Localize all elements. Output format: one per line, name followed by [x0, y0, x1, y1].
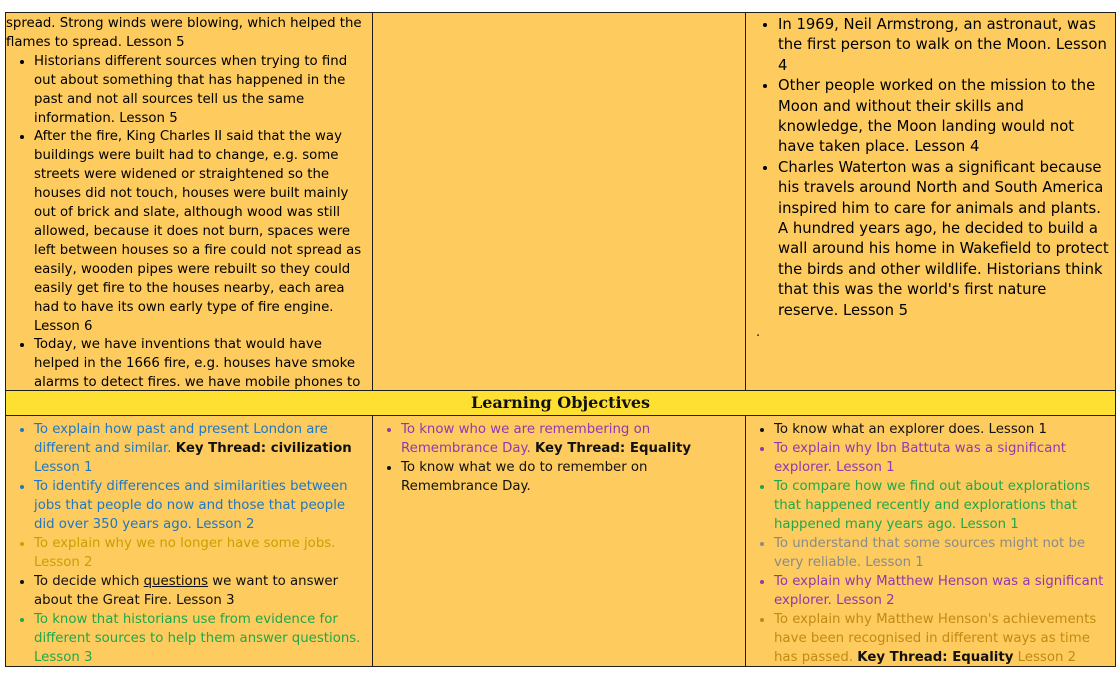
list-item: • To explain why we no longer have some jobs. Lesson 2	[34, 534, 366, 572]
list-item	[34, 420, 366, 477]
objectives-list-col3	[746, 420, 1109, 667]
knowledge-cell-col1	[5, 12, 373, 391]
key-thread: Key Thread: Equality	[857, 650, 1014, 665]
list-item: • Other people worked on the mission to the Moon and without their skills and knowledge, the Moon landing would not have taken place. Lesson 4	[778, 76, 1111, 158]
knowledge-cell-col3	[745, 12, 1116, 391]
objective-text: To explain why Matthew Henson's achievements have been recognised in different ways as time has passed.	[774, 612, 1097, 665]
objectives-cell-col3	[745, 415, 1116, 667]
list-item	[401, 420, 739, 458]
list-item: • To understand that some sources might not be very reliable. Lesson 1	[774, 534, 1109, 572]
list-item: • To explain why Ibn Battuta was a significant explorer. Lesson 1	[774, 439, 1109, 477]
list-item: • To know what an explorer does. Lesson 1	[774, 420, 1109, 439]
knowledge-list-col3	[750, 15, 1111, 321]
list-item: • To compare how we find out about explorations that happened recently and explorations that happened many years ago. Lesson 1	[774, 477, 1109, 534]
objectives-cell-col2	[372, 415, 746, 667]
key-thread: Key Thread: civilization	[175, 441, 352, 456]
key-thread: Key Thread: Equality	[534, 441, 692, 456]
lesson-label: Lesson 2	[1017, 650, 1077, 665]
list-item: spread. Strong winds were blowing, which helped the flames to spread. Lesson 5	[6, 16, 362, 50]
lesson-label: Lesson 1	[34, 460, 93, 475]
objectives-list-col2	[373, 420, 739, 496]
list-item: • Historians different sources when trying to find out about something that has happened in the past and not all sources tell us the same information. Lesson 5	[34, 53, 366, 129]
curriculum-table	[5, 12, 1116, 667]
underlined-word: questions	[143, 574, 209, 589]
list-item: • In 1969, Neil Armstrong, an astronaut, was the first person to walk on the Moon. Lesson 4	[778, 15, 1111, 76]
learning-objectives-header: Learning Objectives	[5, 390, 1116, 416]
objectives-list-col1	[6, 420, 366, 667]
list-item: • To identify differences and similarities between jobs that people do now and those that people did over 350 years ago. Lesson 2	[34, 477, 366, 534]
list-item: • Today, we have inventions that would have helped in the 1666 fire, e.g. houses have smoke alarms to detect fires. we have mobile phones to	[34, 336, 366, 412]
objectives-cell-col1	[5, 415, 373, 667]
objective-text: To know who we are remembering on Remembrance Day.	[401, 422, 651, 456]
knowledge-cell-col2	[372, 12, 746, 391]
list-item	[34, 572, 366, 610]
list-item: • To know what we do to remember on Remembrance Day.	[401, 458, 739, 496]
list-item: • After the fire, King Charles II said that the way buildings were built had to change, e.g. some streets were widened or straightened so the houses did not touch, houses were built mainly out of brick and slate, although wood was still allowed, because it does not burn, spaces were left between houses so a fire could not spread as easily, wooden pipes were rebuilt so they could easily get fire to the houses nearby, each area had to have its own early type of fire engine. Lesson 6	[34, 128, 366, 336]
list-item: • To know that historians use from evidence for different sources to help them answer questions. Lesson 3	[34, 610, 366, 667]
objective-text: To decide which	[34, 574, 144, 589]
knowledge-list-col1	[6, 15, 366, 412]
list-item	[774, 610, 1109, 667]
list-item: • To explain why Matthew Henson was a significant explorer. Lesson 2	[774, 572, 1109, 610]
objective-text: To explain how past and present London are different and similar.	[34, 422, 328, 456]
list-item: • Charles Waterton was a significant because his travels around North and South America inspired him to care for animals and plants. A hundred years ago, he decided to build a wall around his home in Wakefield to protect the birds and other wildlife. Historians think that this was the world's first nature reserve. Lesson 5	[778, 158, 1111, 321]
objective-text: we want to answer about the Great Fire. Lesson 3	[34, 574, 339, 608]
trailing-dot: .	[756, 325, 761, 341]
